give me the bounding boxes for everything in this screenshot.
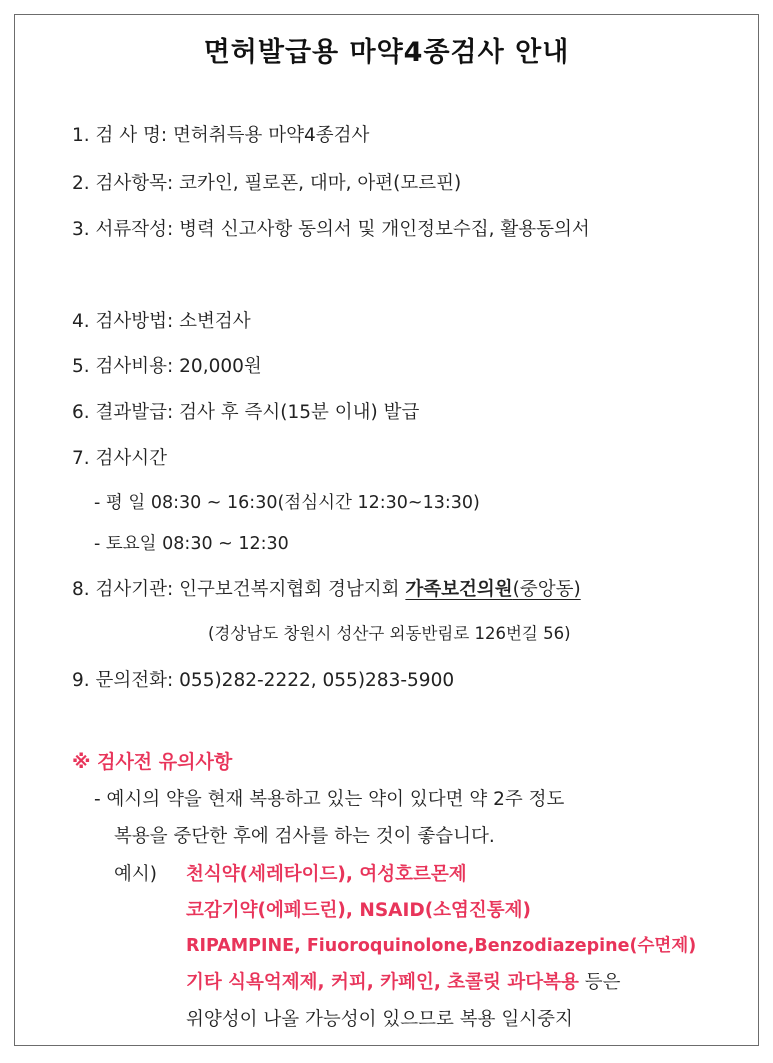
item-number: 5. bbox=[72, 356, 90, 377]
notice-heading: ※ 검사전 유의사항 bbox=[72, 751, 233, 773]
drug-line-4-text: 기타 식욕억제제, 커피, 카페인, 초콜릿 과다복용 bbox=[186, 972, 579, 993]
notice-closing: 위양성이 나올 가능성이 있으므로 복용 일시중지 bbox=[186, 1009, 573, 1030]
clinic-district: (중앙동) bbox=[512, 579, 581, 600]
item-number: 4. bbox=[72, 311, 90, 332]
clinic-name: 가족보건의원 bbox=[405, 579, 513, 600]
hours-weekday: - 평 일 08:30 ~ 16:30(점심시간 12:30~13:30) bbox=[94, 493, 480, 513]
notice-line-1: - 예시의 약을 현재 복용하고 있는 약이 있다면 약 2주 정도 bbox=[94, 789, 565, 810]
item-label: 검사시간 bbox=[95, 448, 168, 469]
item-number: 7. bbox=[72, 448, 90, 469]
notice-line-2: 복용을 중단한 후에 검사를 하는 것이 좋습니다. bbox=[114, 826, 495, 847]
item-method bbox=[72, 307, 251, 333]
item-documents bbox=[72, 215, 590, 241]
item-label: 문의전화: bbox=[95, 670, 174, 691]
item-contact bbox=[72, 666, 454, 692]
item-label: 검사방법: bbox=[95, 311, 174, 332]
item-number: 2. bbox=[72, 173, 90, 194]
item-value: 병력 신고사항 동의서 및 개인정보수집, 활용동의서 bbox=[179, 219, 590, 240]
example-label: 예시) bbox=[114, 864, 157, 885]
item-label: 검사항목: bbox=[95, 173, 174, 194]
item-hours bbox=[72, 444, 167, 470]
item-value: 코카인, 필로폰, 대마, 아편(모르핀) bbox=[179, 173, 462, 194]
item-number: 3. bbox=[72, 219, 90, 240]
item-label: 결과발급: bbox=[95, 402, 174, 423]
item-label: 검사기관: bbox=[95, 579, 174, 600]
item-number: 8. bbox=[72, 579, 90, 600]
item-value: 20,000원 bbox=[179, 356, 262, 377]
item-number: 1. bbox=[72, 125, 90, 146]
drug-line-1: 천식약(세레타이드), 여성호르몬제 bbox=[186, 864, 467, 885]
item-test-items bbox=[72, 169, 461, 195]
item-test-name bbox=[72, 121, 369, 147]
item-value: 인구보건복지협회 경남지회 bbox=[179, 579, 400, 600]
item-result bbox=[72, 398, 419, 424]
item-value: 검사 후 즉시(15분 이내) 발급 bbox=[179, 402, 420, 423]
item-label: 검사비용: bbox=[95, 356, 174, 377]
item-value: 소변검사 bbox=[179, 311, 251, 332]
item-label: 검 사 명: bbox=[95, 125, 168, 146]
item-number: 9. bbox=[72, 670, 90, 691]
item-value: 면허취득용 마약4종검사 bbox=[173, 125, 370, 146]
page-title: 면허발급용 마약4종검사 안내 bbox=[203, 37, 570, 68]
item-institution bbox=[72, 575, 581, 601]
item-number: 6. bbox=[72, 402, 90, 423]
item-cost bbox=[72, 352, 262, 378]
drug-line-3: RIPAMPINE, Fiuoroquinolone,Benzodiazepine(수면제) bbox=[186, 936, 697, 956]
drug-line-4 bbox=[186, 968, 620, 994]
drug-suffix: 등은 bbox=[584, 972, 621, 993]
clinic-name-link bbox=[405, 579, 580, 600]
contact-phone: 055)282-2222, 055)283-5900 bbox=[179, 670, 455, 691]
item-label: 서류작성: bbox=[95, 219, 174, 240]
institution-address: (경상남도 창원시 성산구 외동반림로 126번길 56) bbox=[208, 624, 571, 643]
hours-saturday: - 토요일 08:30 ~ 12:30 bbox=[94, 534, 289, 554]
drug-line-2: 코감기약(에페드린), NSAID(소염진통제) bbox=[186, 900, 531, 921]
